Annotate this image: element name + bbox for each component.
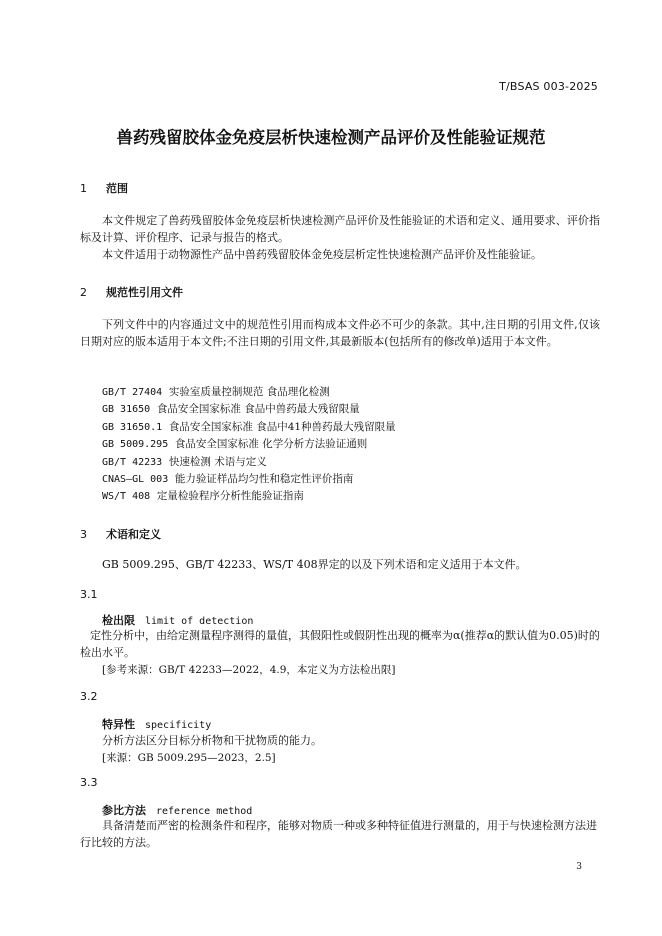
reference-code: GB/T 27404 (102, 387, 163, 398)
reference-title: 食品安全国家标准 食品中兽药最大残留限量 (156, 403, 360, 416)
section-title: 规范性引用文件 (106, 286, 183, 299)
definition-text: 具备清楚而严密的检测条件和程序，能够对物质一种或多种特征值进行测量的，用于与快速检测方法进行比较的方法。 (80, 819, 597, 849)
reference-list (102, 384, 396, 506)
reference-title: 食品安全国家标准 化学分析方法验证通则 (174, 438, 368, 451)
reference-item (102, 454, 396, 471)
standard-code: T/BSAS 003-2025 (499, 80, 598, 93)
reference-item (102, 384, 396, 401)
definition-text: 分析方法区分目标分析物和干扰物质的能力。 (102, 734, 322, 747)
section-number: 2 (80, 286, 87, 299)
reference-title: 快速检测 术语与定义 (168, 455, 267, 468)
definition-text: 定性分析中，由给定测量程序测得的量值，其假阳性或假阴性出现的概率为α(推荐α的默认值为0.05)时的检出水平。 (80, 629, 600, 659)
term-heading (102, 612, 253, 628)
section-number: 3 (80, 528, 87, 541)
term-zh: 检出限 (102, 614, 135, 627)
term-source: [参考来源：GB/T 42233—2022，4.9，本定义为方法检出限] (102, 664, 396, 676)
reference-code: CNAS—GL 003 (102, 474, 169, 486)
reference-code: GB 31650 (102, 404, 151, 416)
reference-title: 定量检验程序分析性能验证指南 (156, 490, 304, 503)
reference-item (102, 436, 396, 453)
reference-title: 实验室质量控制规范 食品理化检测 (168, 386, 330, 398)
paragraph: 本文件规定了兽药残留胶体金免疫层析快速检测产品评价及性能验证的术语和定义、通用要求、评价指标及计算、评价程序、记录与报告的格式。 (80, 214, 600, 244)
term-zh: 参比方法 (102, 804, 146, 817)
paragraph: 下列文件中的内容通过文中的规范性引用而构成本文件必不可少的条款。其中,注日期的引用文件,仅该日期对应的版本适用于本文件;不注日期的引用文件,其最新版本(包括所有的修改单)适用于本文件。 (80, 318, 600, 348)
term-definition (80, 817, 600, 851)
reference-item (102, 488, 396, 505)
section-heading-3 (80, 526, 161, 542)
reference-code: WS/T 408 (102, 491, 151, 503)
section-title: 范围 (106, 182, 128, 195)
section-heading-2 (80, 284, 183, 300)
reference-code: GB/T 42233 (102, 456, 163, 468)
reference-code: GB 31650.1 (102, 421, 163, 433)
section-heading-1 (80, 180, 128, 196)
term-number: 3.1 (80, 588, 98, 601)
reference-item (102, 401, 396, 418)
section-3-body (80, 556, 600, 573)
reference-item (102, 471, 396, 488)
term-number: 3.2 (80, 690, 98, 703)
term-definition (102, 732, 600, 749)
term-zh: 特异性 (102, 718, 135, 731)
section-title: 术语和定义 (106, 528, 161, 541)
term-number: 3.3 (80, 776, 98, 789)
paragraph: GB 5009.295、GB/T 42233、WS/T 408界定的以及下列术语和定义适用于本文件。 (102, 558, 527, 571)
section-2-body (80, 316, 600, 350)
term-en: limit of detection (145, 616, 254, 627)
reference-code: GB 5009.295 (102, 439, 169, 451)
term-heading (102, 716, 211, 732)
term-en: specificity (145, 720, 212, 731)
reference-item (102, 419, 396, 436)
reference-title: 食品安全国家标准 食品中41种兽药最大残留限量 (168, 420, 396, 433)
reference-title: 能力验证样品均匀性和稳定性评价指南 (174, 473, 354, 486)
section-number: 1 (80, 182, 87, 195)
document-title: 兽药残留胶体金免疫层析快速检测产品评价及性能验证规范 (116, 128, 546, 147)
term-definition (80, 627, 600, 661)
paragraph: 本文件适用于动物源性产品中兽药残留胶体金免疫层析定性快速检测产品评价及性能验证。 (102, 248, 542, 261)
section-1-body (80, 212, 600, 263)
page-number: 3 (576, 862, 582, 872)
term-heading (102, 802, 252, 818)
term-source: [来源：GB 5009.295—2023，2.5] (102, 752, 276, 764)
term-en: reference method (156, 806, 253, 817)
